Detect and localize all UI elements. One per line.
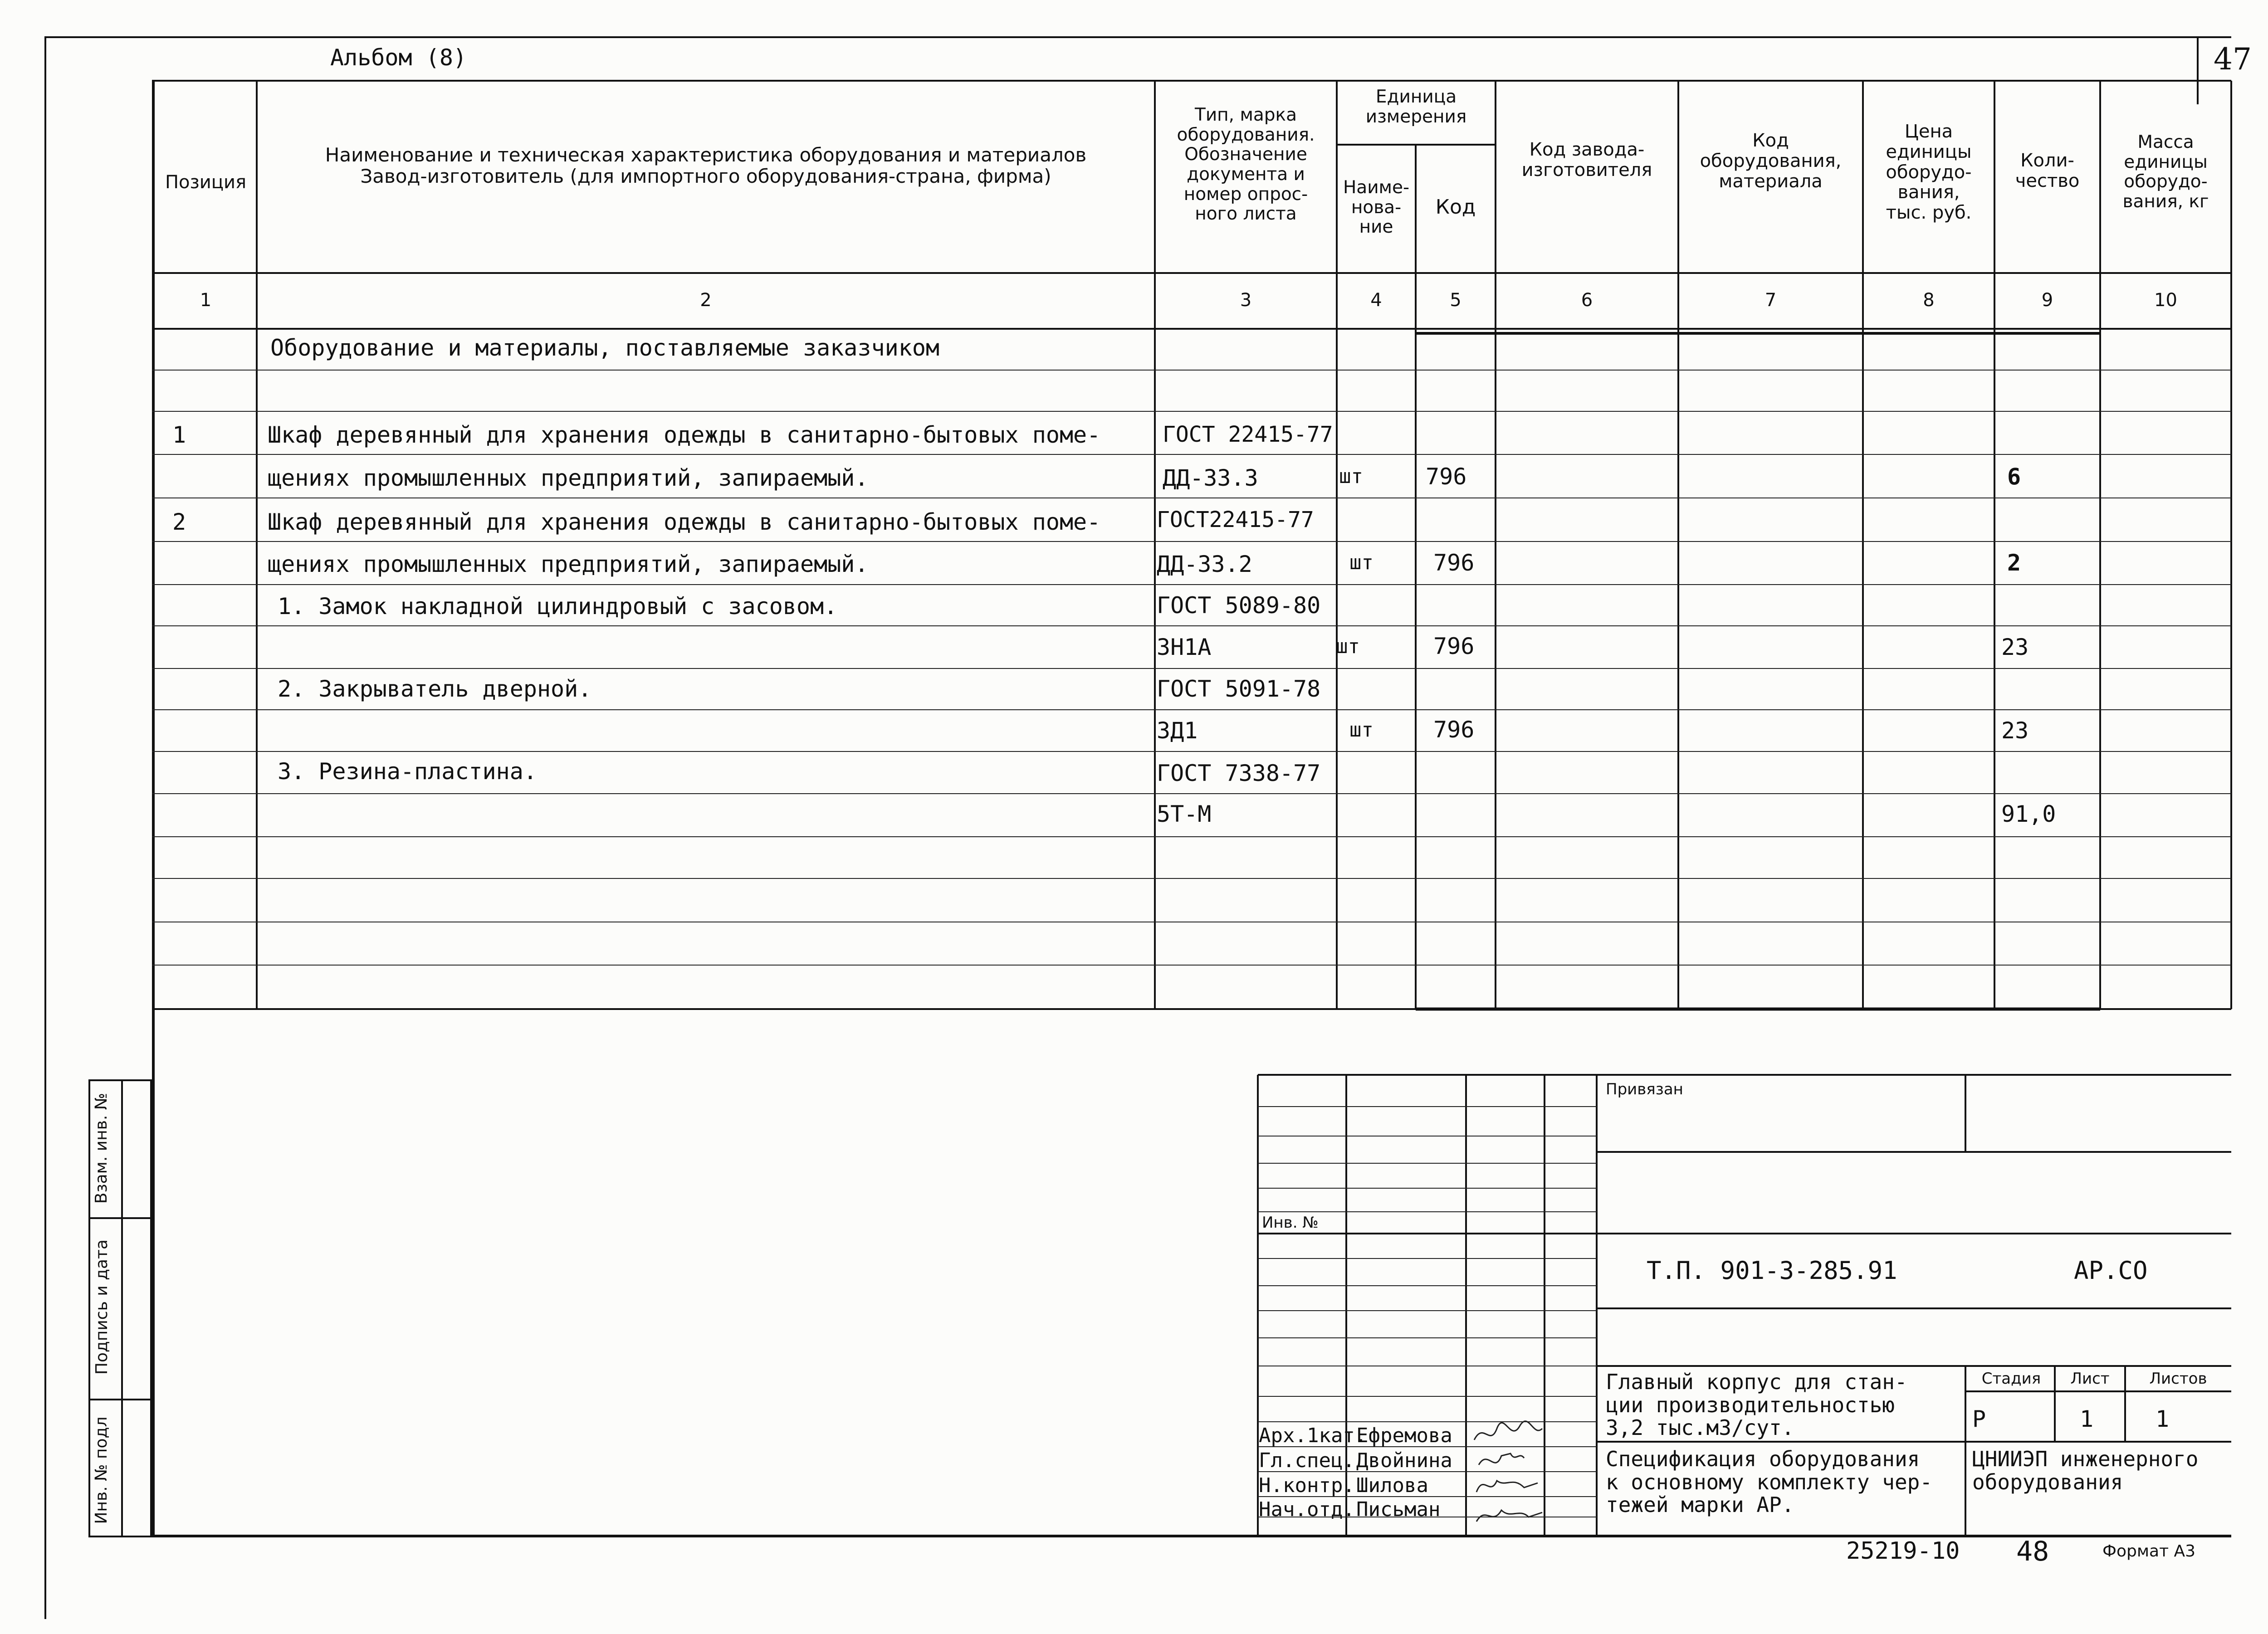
- row-4-name: Шкаф деревянный для хранения одежды в санитарно-бытовых поме-: [268, 509, 1101, 535]
- stage-label: Стадия: [1981, 1370, 2041, 1388]
- colnum-3: 3: [1240, 290, 1252, 311]
- signatures: [1470, 1419, 1547, 1535]
- side-stamp-inv-original: Инв. № подл: [92, 1416, 111, 1524]
- colnum-8: 8: [1923, 290, 1935, 311]
- header-mass: Масса единицы оборудо- вания, кг: [2122, 132, 2209, 212]
- row-5-name: щениях промышленных предприятий, запираемый.: [268, 551, 869, 577]
- row-10-name: 3. Резина-пластина.: [278, 758, 537, 785]
- row-5-unit: шт: [1349, 551, 1374, 574]
- row-2-name: Шкаф деревянный для хранения одежды в санитарно-бытовых поме-: [268, 422, 1101, 448]
- header-name: Наименование и техническая характеристика оборудования и материалов Завод-изготовитель (для импортного оборудования-страна, фирма): [325, 144, 1087, 188]
- signer-2-name: Шилова: [1356, 1474, 1428, 1497]
- row-3-unit: шт: [1339, 465, 1363, 488]
- row-7-unit: шт: [1336, 635, 1360, 658]
- row-9-unit: шт: [1349, 718, 1374, 741]
- header-position: Позиция: [165, 172, 247, 193]
- row-0-name: Оборудование и материалы, поставляемые заказчиком: [270, 335, 940, 361]
- row-5-code: 796: [1433, 550, 1475, 576]
- header-price: Цена единицы оборудо- вания, тыс. руб.: [1886, 121, 1972, 224]
- header-unit-group: Единица измерения: [1365, 87, 1467, 127]
- header-equipment-code: Код оборудования, материала: [1700, 130, 1842, 192]
- archive-number-2: 48: [2016, 1536, 2049, 1567]
- row-7-code: 796: [1433, 633, 1475, 659]
- row-8-type: ГОСТ 5091-78: [1157, 676, 1321, 702]
- sheet-value: 1: [2080, 1406, 2094, 1432]
- row-2-pos: 1: [172, 422, 186, 448]
- sheets-value: 1: [2156, 1406, 2170, 1432]
- signer-3-role: Нач.отд.: [1259, 1498, 1355, 1521]
- row-3-qty: 6: [2007, 463, 2021, 490]
- row-3-type: ДД-33.3: [1163, 465, 1258, 491]
- colnum-5: 5: [1450, 290, 1461, 311]
- row-9-qty: 23: [2001, 717, 2029, 744]
- colnum-6: 6: [1581, 290, 1593, 311]
- row-4-pos: 2: [172, 509, 186, 535]
- colnum-4: 4: [1370, 290, 1382, 311]
- side-stamp-signature-date: Подпись и дата: [93, 1239, 111, 1375]
- signer-1-name: Двойнина: [1356, 1449, 1452, 1472]
- album-label: Альбом (8): [330, 44, 467, 71]
- stage-value: Р: [1972, 1406, 1986, 1432]
- row-3-name: щениях промышленных предприятий, запираемый.: [268, 465, 869, 491]
- sheets-label: Листов: [2149, 1370, 2207, 1388]
- row-10-type: ГОСТ 7338-77: [1157, 760, 1321, 786]
- row-8-name: 2. Закрыватель дверной.: [278, 676, 592, 702]
- page-number: 47: [2214, 42, 2252, 77]
- title-sheet: Спецификация оборудования к основному комплекту чер- тежей марки АР.: [1606, 1447, 1933, 1517]
- doc-mark: АР.СО: [2074, 1256, 2148, 1285]
- header-type: Тип, марка оборудования. Обозначение документа и номер опрос- ного листа: [1177, 105, 1315, 224]
- row-9-type: ЗД1: [1157, 717, 1198, 744]
- row-5-qty: 2: [2007, 550, 2021, 576]
- doc-code: Т.П. 901-3-285.91: [1647, 1256, 1897, 1285]
- row-7-type: ЗН1А: [1157, 634, 1212, 660]
- header-quantity: Коли- чество: [2015, 150, 2080, 191]
- privyazan-label: Привязан: [1606, 1080, 1683, 1098]
- signer-1-role: Гл.спец.: [1259, 1449, 1355, 1472]
- signer-3-name: Письман: [1356, 1498, 1441, 1521]
- row-9-code: 796: [1433, 717, 1475, 743]
- row-6-type: ГОСТ 5089-80: [1157, 592, 1321, 619]
- header-unit-name: Наиме- нова- ние: [1343, 177, 1410, 238]
- colnum-1: 1: [200, 290, 212, 311]
- row-5-type: ДД-33.2: [1157, 551, 1252, 577]
- title-object: Главный корпус для стан- ции производительностью 3,2 тыс.м3/сут.: [1606, 1370, 1907, 1440]
- format-label: Формат А3: [2102, 1542, 2196, 1561]
- side-stamp-replaced-inv: Взам. инв. №: [92, 1093, 111, 1204]
- archive-number: 25219-10: [1846, 1537, 1960, 1565]
- row-11-type: 5Т-М: [1157, 801, 1212, 827]
- row-7-qty: 23: [2001, 634, 2029, 660]
- colnum-7: 7: [1765, 290, 1777, 311]
- organization: ЦНИИЭП инженерного оборудования: [1972, 1447, 2199, 1494]
- signer-2-role: Н.контр.: [1259, 1474, 1355, 1497]
- header-factory-code: Код завода- изготовителя: [1521, 139, 1652, 180]
- signer-0-role: Арх.1кат.: [1259, 1424, 1367, 1447]
- row-3-code: 796: [1426, 463, 1467, 490]
- row-2-type: ГОСТ 22415-77: [1163, 422, 1333, 447]
- colnum-10: 10: [2154, 290, 2177, 311]
- inv-no-label: Инв. №: [1262, 1214, 1319, 1232]
- colnum-2: 2: [700, 290, 712, 311]
- sheet-label: Лист: [2070, 1370, 2110, 1388]
- signer-0-name: Ефремова: [1356, 1424, 1452, 1447]
- colnum-9: 9: [2041, 290, 2053, 311]
- row-4-type: ГОСТ22415-77: [1157, 507, 1314, 532]
- header-unit-code: Код: [1435, 195, 1476, 219]
- row-11-qty: 91,0: [2001, 801, 2056, 827]
- row-6-name: 1. Замок накладной цилиндровый с засовом.: [278, 593, 838, 619]
